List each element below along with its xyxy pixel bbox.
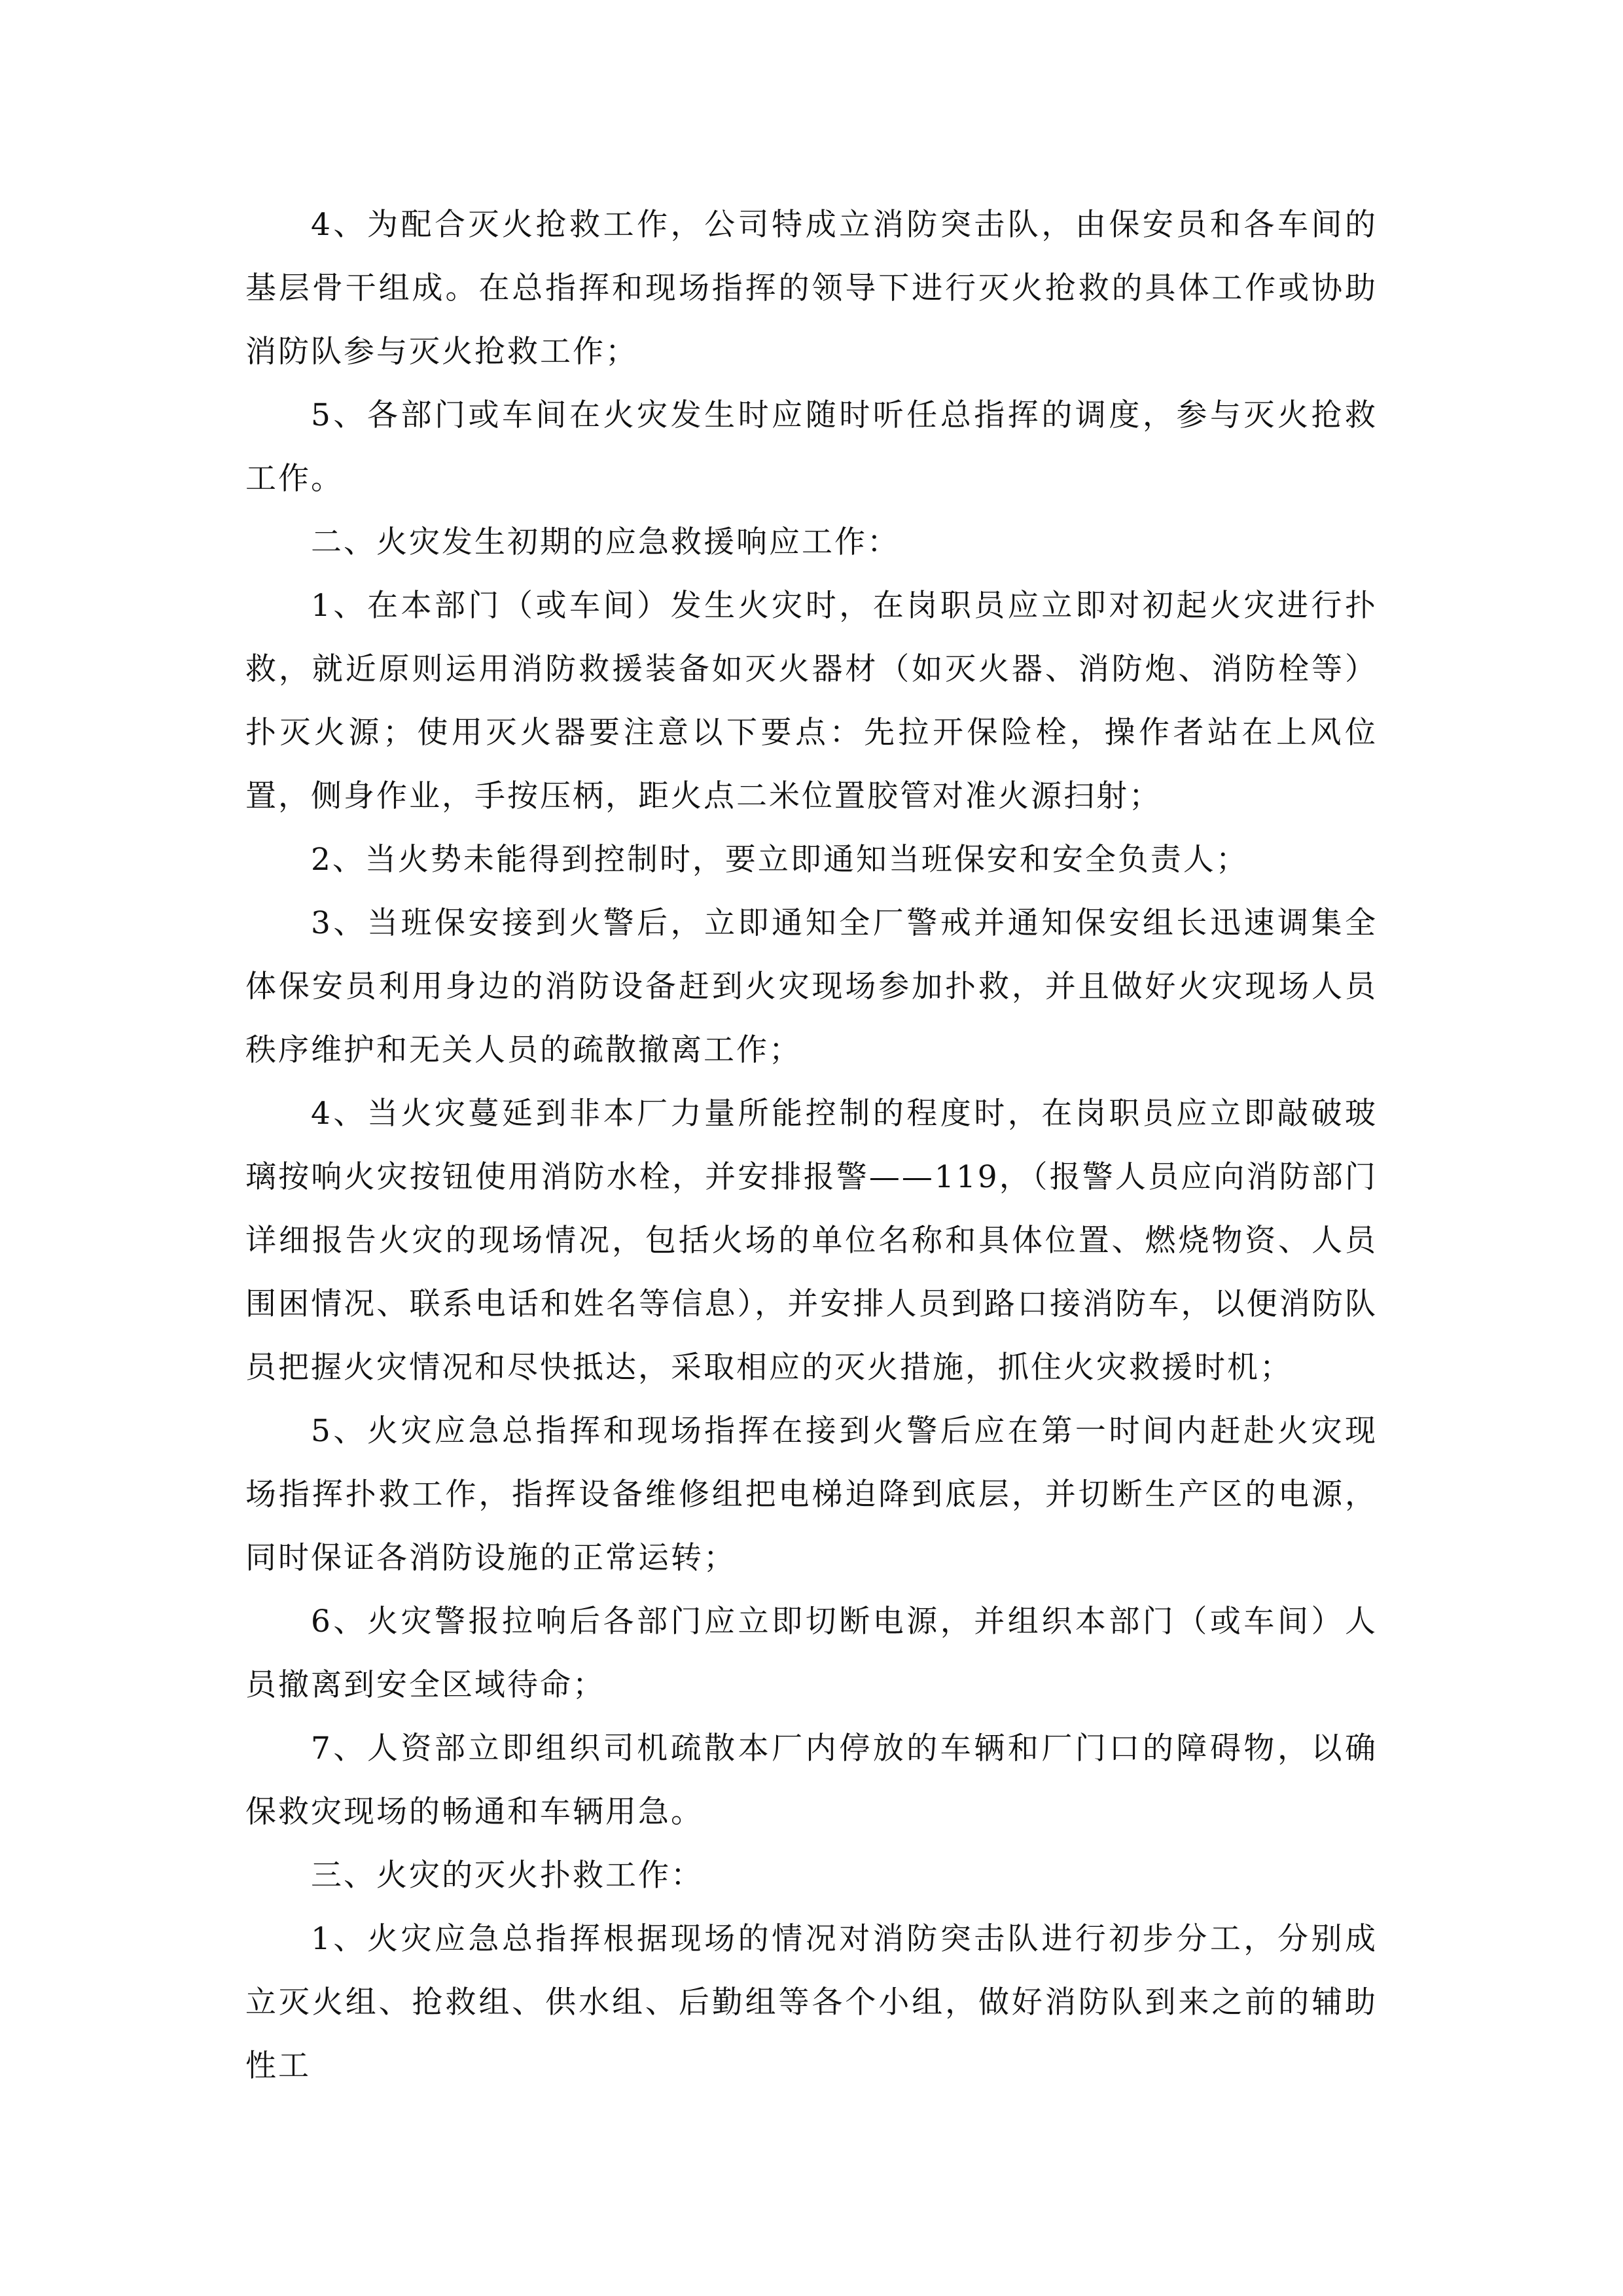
section-heading-firefighting: 三、火灾的灭火扑救工作： bbox=[311, 1857, 704, 1893]
paragraph-department-dispatch: 5、各部门或车间在火灾发生时应随时听任总指挥的调度，参与灭火抢救工作。 bbox=[245, 397, 1378, 497]
paragraph-team-formation: 4、为配合灭火抢救工作，公司特成立消防突击队，由保安员和各车间的基层骨干组成。在总指挥和现场指挥的领导下进行灭火抢救的具体工作或协助消防队参与灭火抢救工作； bbox=[245, 207, 1378, 370]
paragraph-team-division: 1、火灾应急总指挥根据现场的情况对消防突击队进行初步分工，分别成立灭火组、抢救组、供水组、后勤组等各个小组，做好消防队到来之前的辅助性工 bbox=[245, 1921, 1378, 2084]
document-body bbox=[245, 193, 1378, 2098]
paragraph-cut-power-evacuate: 6、火灾警报拉响后各部门应立即切断电源，并组织本部门（或车间）人员撤离到安全区域待命； bbox=[245, 1604, 1378, 1703]
section-heading-initial-response: 二、火灾发生初期的应急救援响应工作： bbox=[311, 524, 900, 560]
paragraph-alarm-119: 4、当火灾蔓延到非本厂力量所能控制的程度时，在岗职员应立即敲破玻璃按响火灾按钮使用消防水栓，并安排报警——119，（报警人员应向消防部门详细报告火灾的现场情况，包括火场的单位名称和具体位置、燃烧物资、人员围困情况、联系电话和姓名等信息），并安排人员到路口接消防车，以便消防队员把握火灾情况和尽快抵达，采取相应的灭火措施，抓住火灾救援时机； bbox=[245, 1096, 1378, 1386]
paragraph-security-mobilization: 3、当班保安接到火警后，立即通知全厂警戒并通知保安组长迅速调集全体保安员利用身边的消防设备赶到火灾现场参加扑救，并且做好火灾现场人员秩序维护和无关人员的疏散撤离工作； bbox=[245, 905, 1378, 1068]
paragraph-initial-firefighting: 1、在本部门（或车间）发生火灾时，在岗职员应立即对初起火灾进行扑救，就近原则运用消防救援装备如灭火器材（如灭火器、消防炮、消防栓等）扑灭火源；使用灭火器要注意以下要点：先拉开保险栓，操作者站在上风位置，侧身作业，手按压柄，距火点二米位置胶管对准火源扫射； bbox=[245, 588, 1378, 814]
paragraph-notify-security: 2、当火势未能得到控制时，要立即通知当班保安和安全负责人； bbox=[311, 842, 1249, 878]
paragraph-clear-vehicles: 7、人资部立即组织司机疏散本厂内停放的车辆和厂门口的障碍物，以确保救灾现场的畅通和车辆用急。 bbox=[245, 1731, 1378, 1830]
paragraph-command-on-site: 5、火灾应急总指挥和现场指挥在接到火警后应在第一时间内赶赴火灾现场指挥扑救工作，指挥设备维修组把电梯迫降到底层，并切断生产区的电源，同时保证各消防设施的正常运转； bbox=[245, 1413, 1378, 1576]
